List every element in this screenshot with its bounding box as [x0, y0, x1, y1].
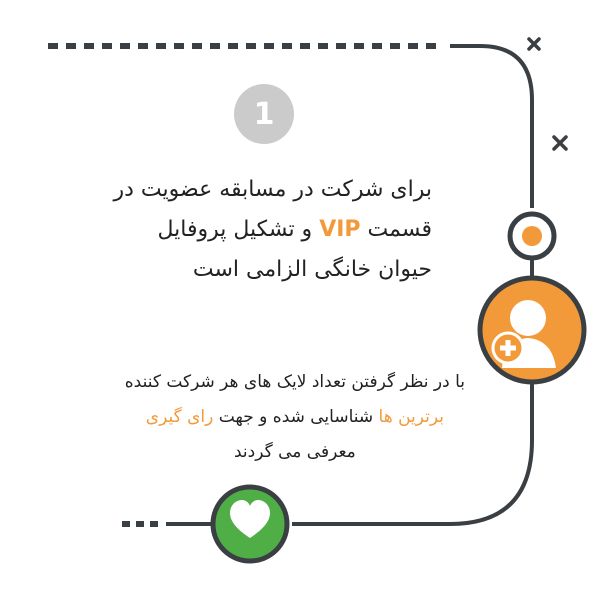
- block1-line2: [113, 210, 432, 250]
- x-mark-icon: [554, 137, 566, 149]
- block2-line3: معرفی می گردند: [234, 442, 356, 462]
- step-number: 1: [253, 96, 275, 132]
- x-mark-icon: [529, 39, 539, 49]
- block1-line1: برای شرکت در مسابقه عضویت در: [113, 177, 432, 202]
- text-block-1: [113, 170, 432, 290]
- top-curve-line: [450, 46, 532, 208]
- block1-line2-pre: قسمت: [360, 217, 432, 242]
- block1-line2-post: و تشکیل پروفایل: [157, 217, 320, 242]
- step-number-badge: [234, 84, 294, 144]
- block2-line2-mid: شناسایی شده و جهت: [213, 407, 379, 427]
- timeline-node-dot: [522, 226, 542, 246]
- block2-highlight-top: برترین ها: [378, 407, 444, 427]
- block2-line2: [125, 400, 465, 435]
- vip-highlight: VIP: [319, 217, 361, 242]
- block1-line3: حیوان خانگی الزامی است: [192, 257, 432, 282]
- block2-line1: با در نظر گرفتن تعداد لایک های هر شرکت کننده: [124, 372, 465, 392]
- text-block-2: [125, 365, 465, 470]
- block2-highlight-vote: رای گیری: [145, 407, 214, 427]
